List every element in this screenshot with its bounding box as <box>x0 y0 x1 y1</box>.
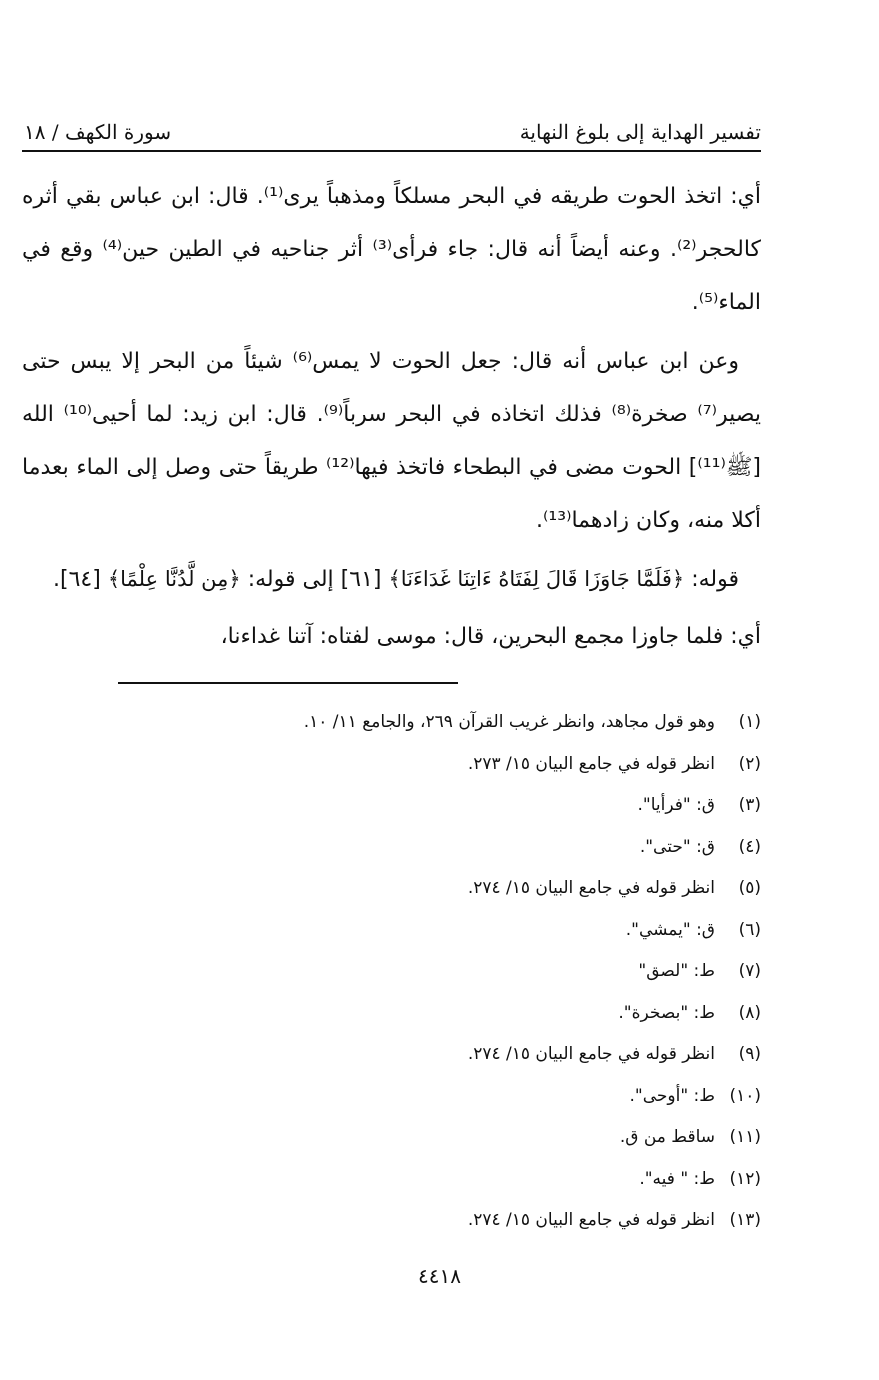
verse-mid: إلى قوله: <box>247 567 334 592</box>
footnote <box>100 702 761 744</box>
footnote-text: ط: "أوحى". <box>629 1085 715 1106</box>
book-title: تفسير الهداية إلى بلوغ النهاية <box>519 120 761 144</box>
footnote-text: وهو قول مجاهد، وانظر غريب القرآن ٢٦٩، والجامع ١١/ ١٠. <box>303 712 715 732</box>
quran-verse-1: ﴿فَلَمَّا جَاوَزَا قَالَ لِفَتَاهُ ءَاتِنَا غَدَاءَنَا﴾ <box>388 567 685 591</box>
footnote <box>100 1117 761 1159</box>
footnote-text: انظر قوله في جامع البيان ١٥/ ٢٧٣. <box>467 753 715 774</box>
footnote-text: ق: "حتى". <box>639 836 715 857</box>
footnote-text: انظر قوله في جامع البيان ١٥/ ٢٧٤. <box>467 1044 715 1064</box>
footnote-number: (٦) <box>738 919 761 940</box>
quran-verse-2: ﴿مِن لَّدُنَّا عِلْمًا﴾ <box>107 567 241 591</box>
verse-1-ref: [٦١] <box>340 567 382 592</box>
running-header <box>24 110 761 144</box>
verse-intro: قوله: <box>691 567 739 592</box>
surah-reference: سورة الكهف / ١٨ <box>24 120 172 144</box>
footnote-text: انظر قوله في جامع البيان ١٥/ ٢٧٤. <box>467 878 715 898</box>
footnote-number: (١١) <box>729 1127 761 1147</box>
footnote <box>100 827 761 869</box>
footnote-number: (٥) <box>738 878 761 898</box>
footnote <box>100 1034 761 1076</box>
footnote-number: (٤) <box>738 836 761 857</box>
paragraph-2: وعن ابن عباس أنه قال: جعل الحوت لا يمس⁽⁶⁾ شيئاً من البحر إلا يبس حتى يصير⁽⁷⁾ صخرة⁽⁸⁾ فذلك اتخاذه في البحر سرباً⁽⁹⁾. قال: ابن زيد: لما أحيى⁽¹⁰⁾ الله [ﷺ⁽¹¹⁾] الحوت مضى في البطحاء فاتخذ فيها⁽¹²⁾ طريقاً حتى وصل إلى الماء بعدما أكلا منه، وكان زادهما⁽¹³⁾. <box>22 349 762 533</box>
footnote-text: ط: "بصخرة". <box>618 1002 715 1023</box>
footnote <box>100 951 761 993</box>
main-text <box>22 170 761 669</box>
footnotes <box>100 702 761 1242</box>
footnote-number: (١٣) <box>729 1210 761 1230</box>
footnote-text: ق: "فرأيا". <box>637 795 715 815</box>
paragraph-3: أي: فلما جاوزا مجمع البحرين، قال: موسى لفتاه: آتنا غداءنا، <box>220 624 761 649</box>
page-number: ٤٤١٨ <box>418 1264 461 1288</box>
footnote-text: ط: "لصق" <box>638 961 715 981</box>
footnote-number: (٢) <box>738 753 761 774</box>
verse-line <box>22 553 761 606</box>
footnote <box>100 1159 761 1201</box>
footnote <box>100 785 761 827</box>
footnote <box>100 1076 761 1118</box>
footnote-number: (٣) <box>738 795 761 815</box>
footnote <box>100 993 761 1035</box>
footnote <box>100 744 761 786</box>
footnote-number: (١٠) <box>729 1085 761 1106</box>
footnote-number: (١) <box>738 712 761 732</box>
footnote <box>100 1200 761 1242</box>
footnote-number: (١٢) <box>729 1168 761 1189</box>
footnote-text: انظر قوله في جامع البيان ١٥/ ٢٧٤. <box>467 1210 715 1230</box>
footnote-text: ط: " فيه". <box>639 1168 715 1189</box>
footnote-text: ق: "يمشي". <box>625 919 715 940</box>
footnote-divider <box>118 682 458 684</box>
paragraph-1: أي: اتخذ الحوت طريقه في البحر مسلكاً ومذهباً يرى⁽¹⁾. قال: ابن عباس بقي أثره كالحجر⁽²⁾. وعنه أيضاً أنه قال: جاء فرأى⁽³⁾ أثر جناحيه في الطين حين⁽⁴⁾ وقع في الماء⁽⁵⁾. <box>22 184 761 315</box>
footnote <box>100 868 761 910</box>
footnote-number: (٩) <box>738 1044 761 1064</box>
footnote <box>100 910 761 952</box>
verse-2-ref: [٦٤]. <box>53 567 101 592</box>
header-divider <box>22 150 761 152</box>
footnote-number: (٨) <box>738 1002 761 1023</box>
footnote-number: (٧) <box>738 961 761 981</box>
footnote-text: ساقط من ق. <box>619 1127 715 1147</box>
